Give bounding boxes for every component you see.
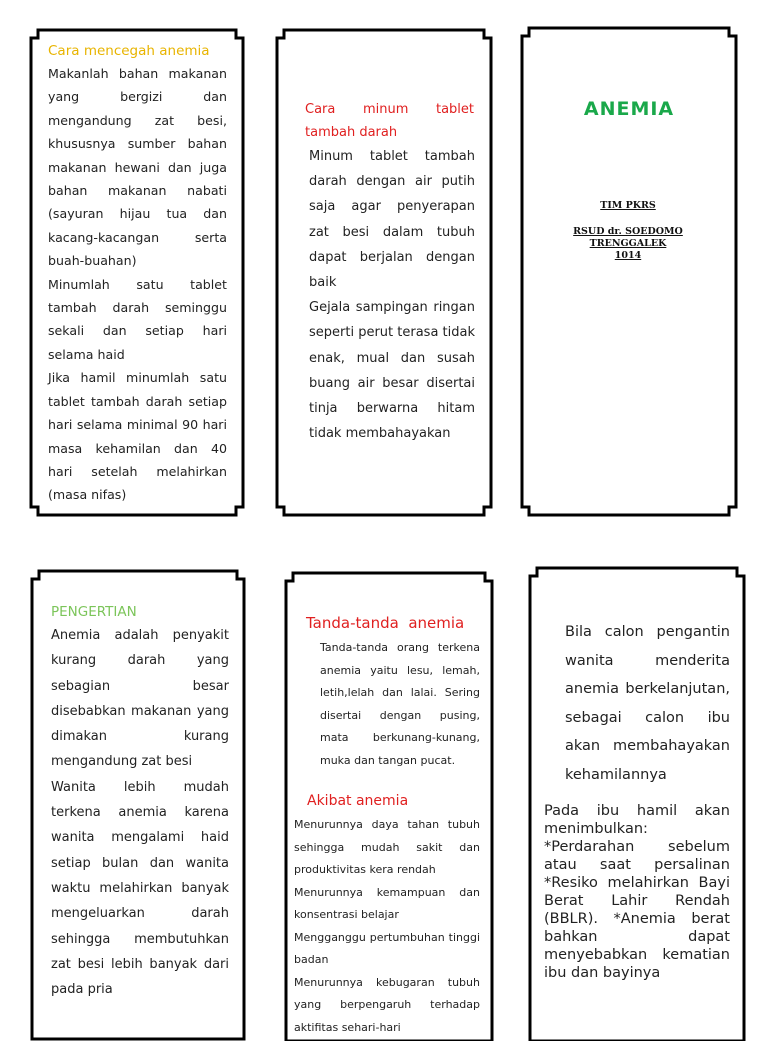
effects-paragraph: Menurunnya kemampuan dan konsentrasi belajar (294, 885, 480, 921)
prevention-title: Cara mencegah anemia (48, 43, 210, 59)
prevention-paragraph: Minumlah satu tablet tambah darah seminggu sekali dan setiap hari selama haid (48, 276, 227, 362)
cover-org-city: TRENGGALEK (589, 238, 667, 249)
panel-bride (527, 566, 747, 1041)
bride-paragraph: Bila calon pengantin wanita menderita anemia berkelanjutan, sebagai calon ibu akan membahayakan kehamilannya (565, 624, 730, 783)
definition-paragraph: Anemia adalah penyakit kurang darah yang sebagian besar disebabkan makanan yang dimakan kurang mengandung zat besi (51, 628, 229, 770)
cover-org-name: RSUD dr. SOEDOMO (573, 226, 683, 237)
effects-paragraph: Menurunnya kebugaran tubuh yang berpengaruh terhadap aktifitas sehari-hari (294, 975, 480, 1034)
signs-title: Tanda-tanda anemia (306, 614, 465, 632)
definition-title: PENGERTIAN (51, 604, 137, 620)
prevention-paragraph: Makanlah bahan makanan yang bergizi dan mengandung zat besi, khususnya sumber bahan makanan hewani dan juga bahan makanan nabati (sayuran hijau tua dan kacang-kacangan serta buah-buahan) (48, 66, 227, 269)
panel-cover (519, 26, 739, 517)
prevention-paragraph: Jika hamil minumlah satu tablet tambah darah setiap hari selama minimal 90 hari masa kehamilan dan 40 hari setelah melahirkan (masa nifas) (48, 370, 227, 503)
panel-signs (283, 571, 495, 1041)
cover-year: 1014 (614, 250, 642, 261)
tablet-title: Cara minum tablet tambah darah (305, 102, 474, 140)
signs-paragraph: Tanda-tanda orang terkena anemia yaitu lesu, lemah, letih,lelah dan lalai. Sering disertai dengan pusing, mata berkunang-kunang, muka dan tangan pucat. (320, 641, 480, 767)
definition-paragraph: Wanita lebih mudah terkena anemia karena wanita mengalami haid setiap bulan dan wanita waktu melahirkan banyak mengeluarkan darah sehingga membutuhkan zat besi lebih banyak dari pada pria (51, 779, 229, 998)
effects-paragraph: Menurunnya daya tahan tubuh sehingga mudah sakit dan produktivitas kera rendah (294, 818, 480, 876)
cover-title: ANEMIA (583, 98, 675, 120)
panel-definition (29, 569, 247, 1039)
panel-prevention (28, 28, 246, 517)
panel-tablet (274, 28, 494, 517)
tablet-paragraph: Minum tablet tambah darah dengan air putih saja agar penyerapan zat besi dalam tubuh dapat berjalan dengan baik (309, 149, 475, 291)
cover-team: TIM PKRS (600, 200, 656, 211)
pregnancy-effects: Pada ibu hamil akan menimbulkan: *Perdarahan sebelum atau saat persalinan *Resiko melahirkan Bayi Berat Lahir Rendah (BBLR). *Anemia berat bahkan dapat menyebabkan kematian ibu dan bayinya (544, 803, 730, 981)
effects-paragraph: Mengganggu pertumbuhan tinggi badan (294, 930, 480, 966)
tablet-paragraph: Gejala sampingan ringan seperti perut terasa tidak enak, mual dan susah buang air besar disertai tinja berwarna hitam tidak membahayakan (309, 300, 476, 442)
effects-title: Akibat anemia (307, 793, 409, 809)
